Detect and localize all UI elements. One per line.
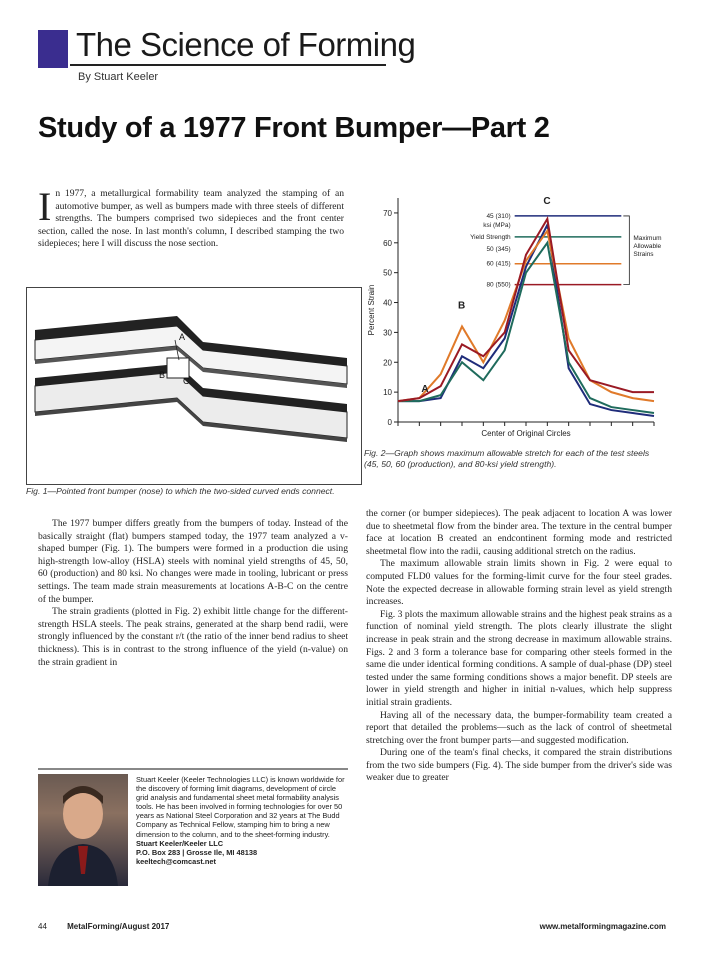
footer-left: [38, 922, 169, 931]
strain-chart-svg: [364, 184, 674, 446]
figure-1-caption: Fig. 1—Pointed front bumper (nose) to which the two-sided curved ends connect.: [26, 486, 335, 496]
bio-email: keeltech@comcast.net: [136, 856, 216, 866]
author-portrait-image: [38, 774, 128, 886]
footer-url: www.metalformingmagazine.com: [539, 922, 666, 931]
page-number: 44: [38, 922, 47, 931]
bio-address: P.O. Box 283 | Grosse Ile, MI 48138: [136, 847, 258, 857]
legend-label: 50 (345): [486, 245, 511, 253]
legend-label: 80 (550): [486, 281, 511, 289]
left-column-text: [38, 518, 348, 669]
fig1-label-c: C: [183, 376, 190, 386]
fig1-label-a: A: [179, 332, 186, 342]
body-paragraph: During one of the team's final checks, it compared the strain distributions from the two side bumpers (Fig. 4). The side bumper from the driver's side was weaker due to greater: [366, 747, 672, 784]
y-tick-label: 10: [383, 388, 392, 398]
body-paragraph: The strain gradients (plotted in Fig. 2) exhibit little change for the different-strength HSLA steels. The peak strains, generated at the sharp bend radii, were strongly influenced by the constant r/t (the ratio of the inner bend radius to sheet thickness). This is in contrast to the strong influence of the yield (n-value) on the strain gradient in: [38, 606, 348, 668]
legend-label: Yield Strength: [470, 233, 511, 241]
column-title-rule: [70, 64, 386, 66]
intro-paragraph: [38, 184, 344, 251]
bracket-label: Strains: [633, 250, 654, 258]
right-column-text: [366, 508, 672, 785]
legend-label: 45 (310): [486, 212, 511, 220]
legend-bracket: [623, 216, 629, 285]
author-photo: [38, 774, 128, 886]
body-paragraph: the corner (or bumper sidepieces). The peak adjacent to location A was lower due to sheetmetal flow from the binder area. The texture in the central bumper face at location B created an endcontinent forming mode and restricted sheetmetal flow into the radii, causing additional stretch on the radius.: [366, 508, 672, 557]
y-tick-label: 20: [383, 358, 392, 368]
point-label: A: [421, 384, 429, 396]
point-label: C: [543, 195, 551, 207]
article-headline: Study of a 1977 Front Bumper—Part 2: [38, 112, 550, 144]
body-paragraph: Having all of the necessary data, the bumper-formability team created a report that detailed the problems—such as the lack of control of sheetmetal stretching over the front bumper parts—and suggested modification.: [366, 709, 672, 746]
bracket-label: Maximum: [633, 234, 662, 242]
figure-2-caption: Fig. 2—Graph shows maximum allowable stretch for each of the test steels (45, 50, 60 (production), and 80-ksi yield strength).: [364, 448, 650, 469]
drop-cap: I: [38, 184, 52, 229]
y-tick-label: 50: [383, 268, 392, 278]
fig1-label-b: B: [159, 370, 166, 380]
legend-label: ksi (MPa): [483, 221, 511, 229]
bio-description: Stuart Keeler (Keeler Technologies LLC) is known worldwide for the discovery of forming limit diagrams, development of circle grid analysis and fundamental sheet metal formability analysis tools. He has been involved in forming technologies for over 50 years as National Steel Corporation and 32 years at The Budd Company as Technical Fellow, stamping him to bring a new dimension to the column, and to the sheet-forming industry.: [136, 775, 345, 839]
bio-name: Stuart Keeler/Keeler LLC: [136, 838, 224, 848]
y-tick-label: 40: [383, 298, 392, 308]
x-axis-label: Center of Original Circles: [481, 429, 571, 438]
author-bio-text: [136, 775, 348, 866]
legend-label: 60 (415): [486, 260, 511, 268]
y-tick-label: 60: [383, 238, 392, 248]
y-tick-label: 30: [383, 328, 392, 338]
issue-label: MetalForming/August 2017: [67, 922, 170, 931]
column-title: The Science of Forming: [76, 26, 416, 63]
column-color-bar: [38, 30, 68, 68]
point-label: B: [458, 300, 466, 312]
y-tick-label: 0: [387, 418, 392, 427]
figure-1-illustration: [26, 287, 362, 485]
bumper-drawing: [27, 288, 361, 484]
intro-text: n 1977, a metallurgical formability team analyzed the stamping of an automotive bumper, as well as bumpers made with three steels of different strengths. The bumpers comprised two sidepieces and the front center section, called the nose. In last month's column, I described stamping the two sidepieces; here I will discuss the nose section.: [38, 188, 344, 250]
y-axis-label: Percent Strain: [367, 284, 376, 336]
series-line: [398, 219, 654, 401]
body-paragraph: The maximum allowable strain limits shown in Fig. 2 were equal to computed FLD0 values for the forming-limit curve for the four steel grades. Note the expected decrease in allowable forming strain level as yield strength increases.: [366, 558, 672, 608]
y-tick-label: 70: [383, 208, 392, 218]
body-paragraph: The 1977 bumper differs greatly from the bumpers of today. Instead of the basically straight (flat) bumpers stamped today, the 1977 team analyzed a v-shaped bumper (Fig. 1). The bumpers were formed in a production die using high-strength low-alloy (HSLA) steels with nominal yield strengths of 45, 50, 60 (production) and 80 ksi. No changes were made in tooling, lubricant or press settings. The team made strain measurements at locations A-B-C on the centre of the bumper.: [38, 518, 348, 605]
figure-2-chart: [364, 184, 674, 446]
bracket-label: Allowable: [633, 242, 662, 250]
body-paragraph: Fig. 3 plots the maximum allowable strains and the highest peak strains as a function of nominal yield strength. The plots clearly illustrate the slight increase in peak strain and the strong decrease in maximum allowable strains. Figs. 2 and 3 form a tolerance base for comparing other steels formed in the same die under identical forming conditions. A sample of dual-phase (DP) steel tested under the same forming conditions shows a major benefit. DP steels are lower in yield strength and higher in initial n-values, which help suppress initial strain gradients.: [366, 608, 672, 708]
byline: By Stuart Keeler: [78, 71, 159, 83]
